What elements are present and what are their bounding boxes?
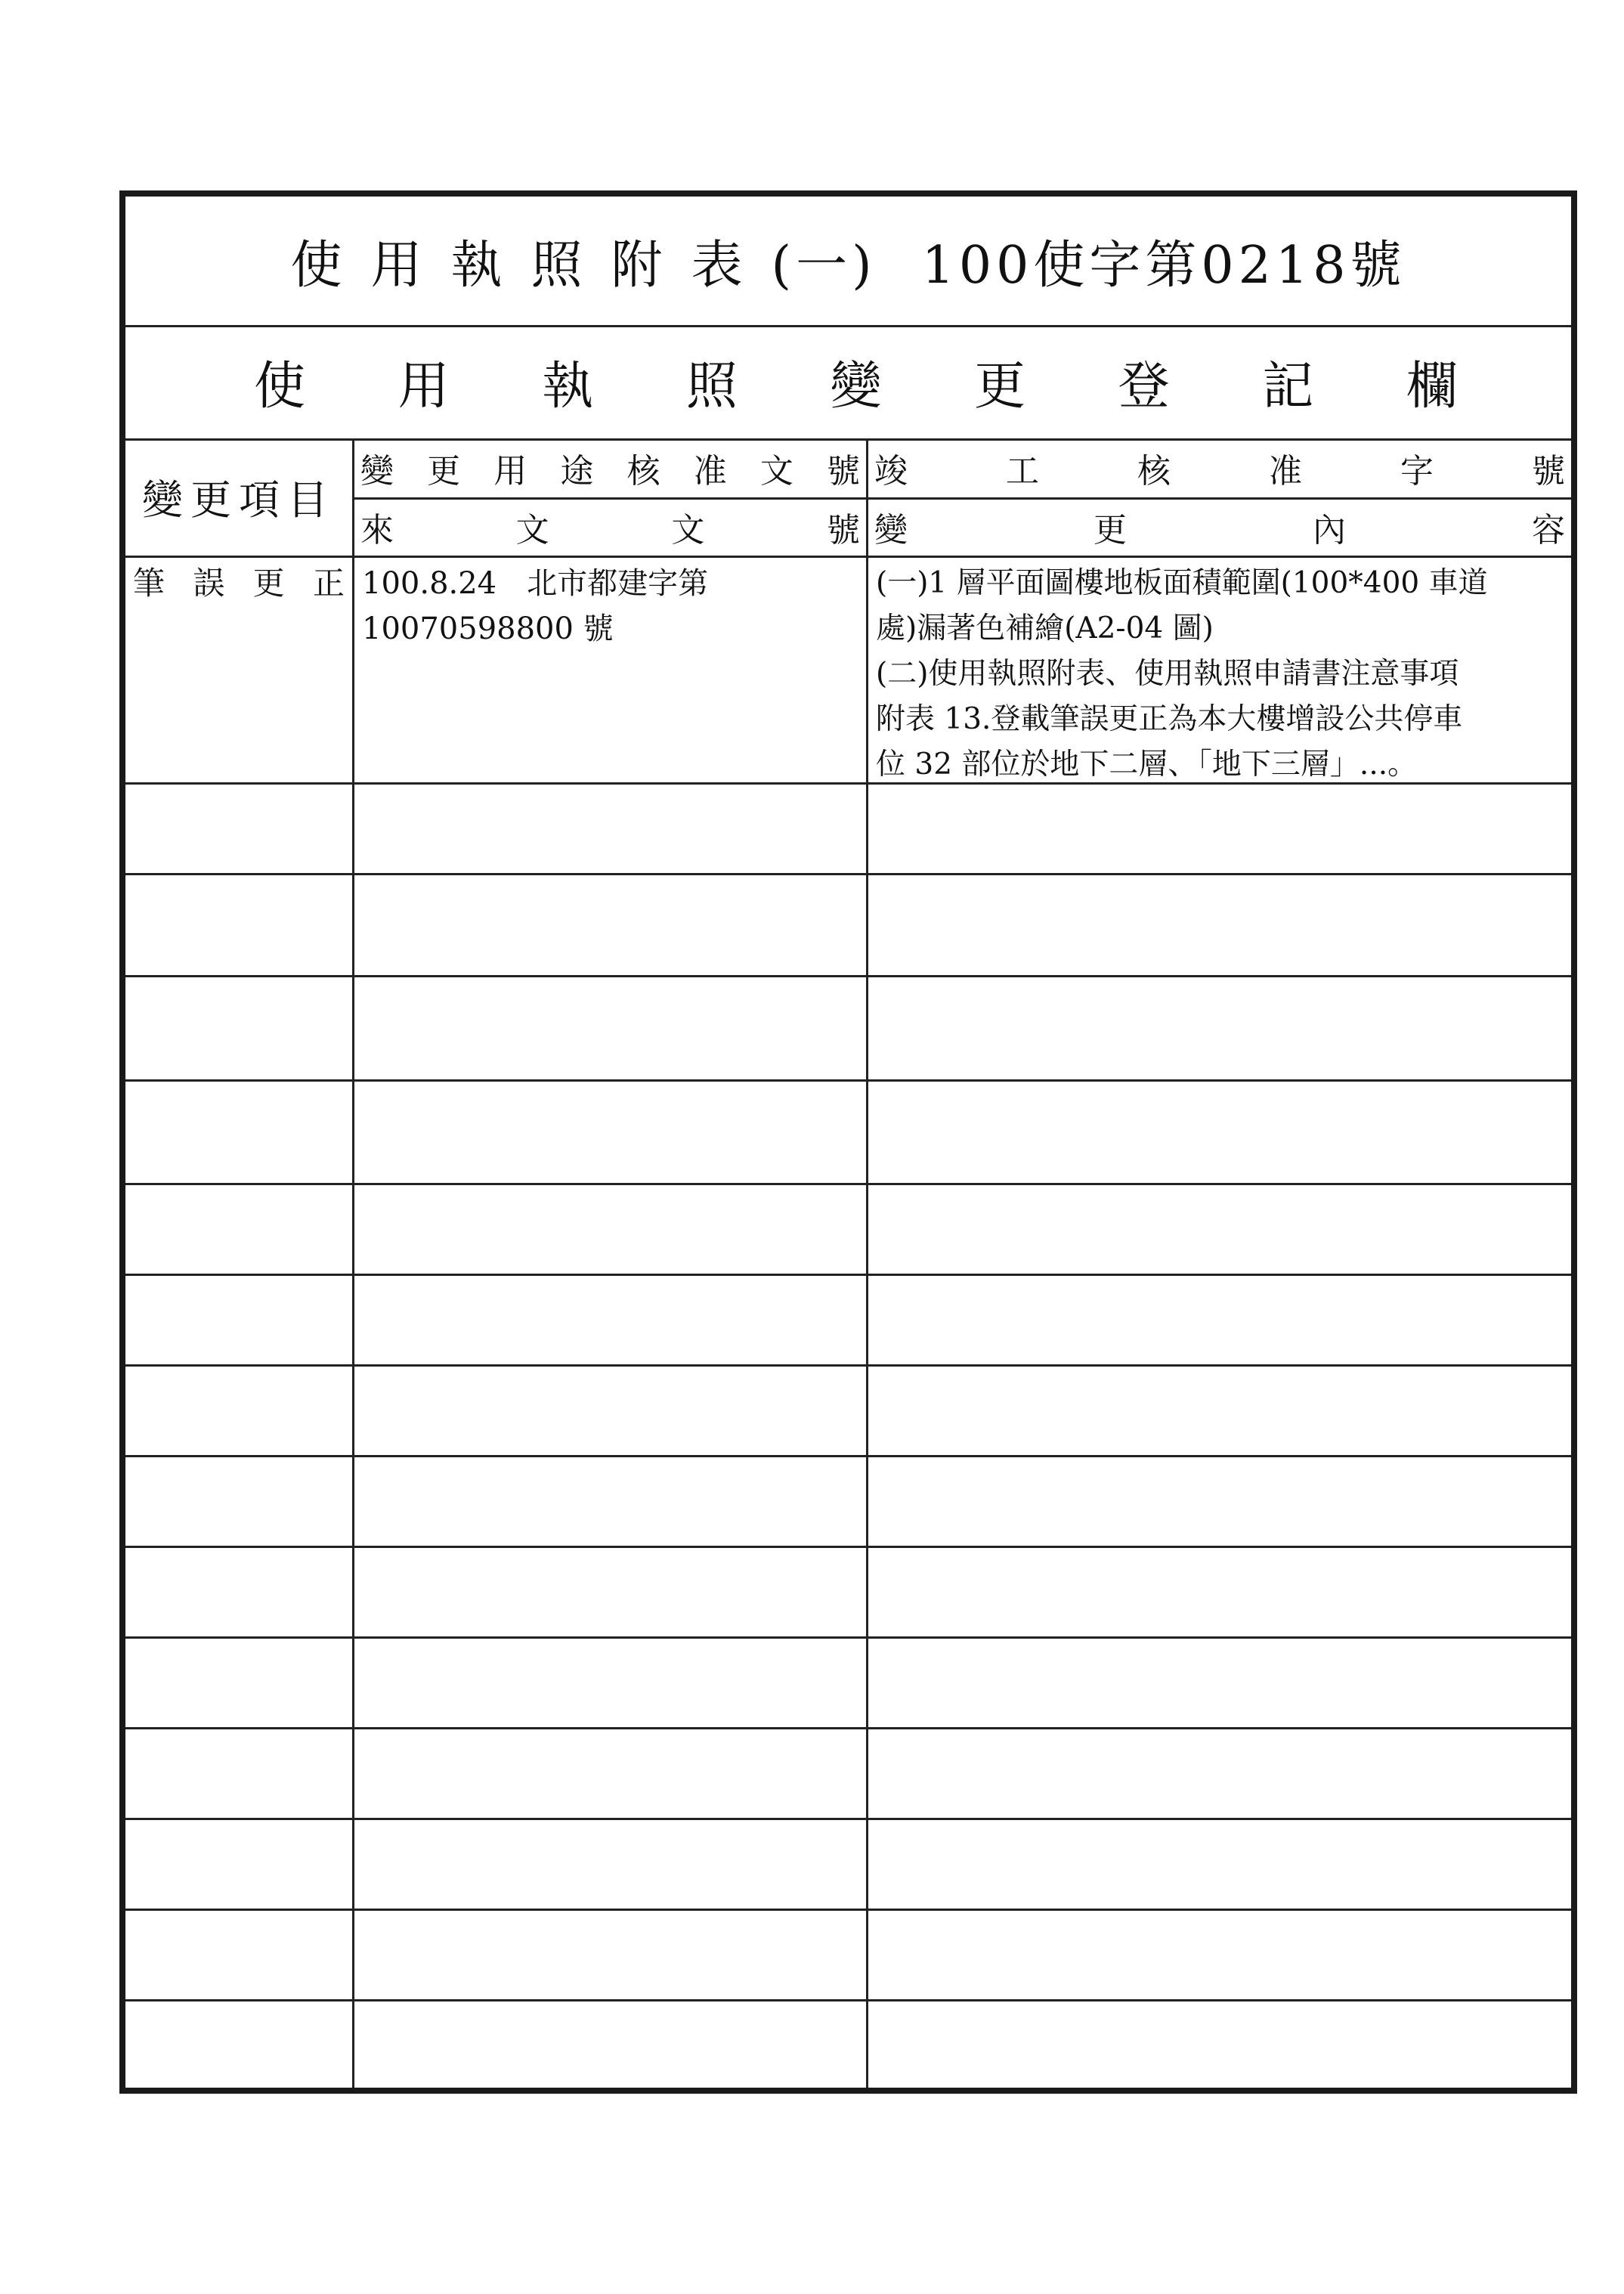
column-line [352, 438, 354, 2088]
title-paren: (一) [771, 235, 877, 296]
row-line [125, 1274, 1571, 1276]
subtitle-char: 登 [1118, 356, 1170, 416]
header-char: 工 [1006, 452, 1039, 491]
document-title [125, 197, 1571, 325]
header-char: 更 [427, 452, 461, 491]
column-line [866, 438, 868, 2088]
header-char: 竣 [874, 452, 908, 491]
subtitle-char: 欄 [1406, 356, 1458, 416]
row-line [125, 1079, 1571, 1082]
header-char: 字 [1400, 452, 1434, 491]
row-line [125, 975, 1571, 977]
subtitle-char: 記 [1262, 356, 1314, 416]
row-line [125, 1183, 1571, 1185]
title-prefix: 使用執照附表 [290, 235, 772, 296]
header-char: 准 [1269, 452, 1302, 491]
item-char: 更 [252, 565, 285, 602]
header-char: 號 [1532, 452, 1565, 491]
header-incoming-no [354, 497, 866, 556]
header-char: 變 [360, 452, 394, 491]
header-char: 文 [759, 452, 793, 491]
row-line [125, 1546, 1571, 1548]
header-char: 文 [515, 510, 549, 550]
item-char: 正 [312, 565, 345, 602]
header-char: 變 [874, 510, 908, 550]
subtitle-char: 更 [974, 356, 1026, 416]
header-char: 核 [626, 452, 660, 491]
divider [352, 497, 1571, 500]
title-number: 100使字第0218號 [921, 235, 1406, 296]
item-char: 誤 [193, 565, 225, 602]
row-line [125, 873, 1571, 875]
permit-table [119, 190, 1577, 2094]
table-row-content: (一)1 層平面圖樓地板面積範圍(100*400 車道 處)漏著色補繪(A2-04 圖) (二)使用執照附表、使用執照申請書注意事項 附表 13.登載筆誤更正為本大樓增設公共停車 位 32 部位於地下二層、「地下三層」...。 [876, 566, 1488, 782]
header-char: 號 [826, 452, 860, 491]
row-line [125, 1455, 1571, 1457]
header-item: 變更項目 [142, 476, 336, 524]
table-row-doc-number: 100.8.24 北市都建字第 10070598800 號 [362, 566, 709, 646]
header-usage-change-no [354, 438, 866, 497]
table-row-item [125, 558, 352, 603]
row-line [125, 1364, 1571, 1367]
subtitle-char: 用 [397, 356, 450, 416]
subtitle-char: 照 [685, 356, 738, 416]
subtitle-char: 執 [542, 356, 594, 416]
row-line [125, 1727, 1571, 1729]
header-completion-no [868, 438, 1571, 497]
header-char: 容 [1532, 510, 1565, 550]
subtitle-char: 使 [254, 356, 306, 416]
row-line [125, 1636, 1571, 1639]
row-line [125, 1909, 1571, 1911]
row-line [125, 1999, 1571, 2001]
header-char: 來 [360, 510, 394, 550]
header-char: 准 [693, 452, 727, 491]
header-char: 內 [1313, 510, 1346, 550]
header-char: 途 [560, 452, 594, 491]
header-char: 文 [671, 510, 705, 550]
row-line [125, 782, 1571, 785]
section-title [125, 325, 1571, 438]
header-char: 號 [826, 510, 860, 550]
row-line [125, 1818, 1571, 1820]
header-char: 更 [1093, 510, 1127, 550]
subtitle-char: 變 [830, 356, 882, 416]
header-char: 核 [1137, 452, 1171, 491]
header-change-content [868, 497, 1571, 556]
item-char: 筆 [133, 565, 165, 602]
header-char: 用 [493, 452, 527, 491]
